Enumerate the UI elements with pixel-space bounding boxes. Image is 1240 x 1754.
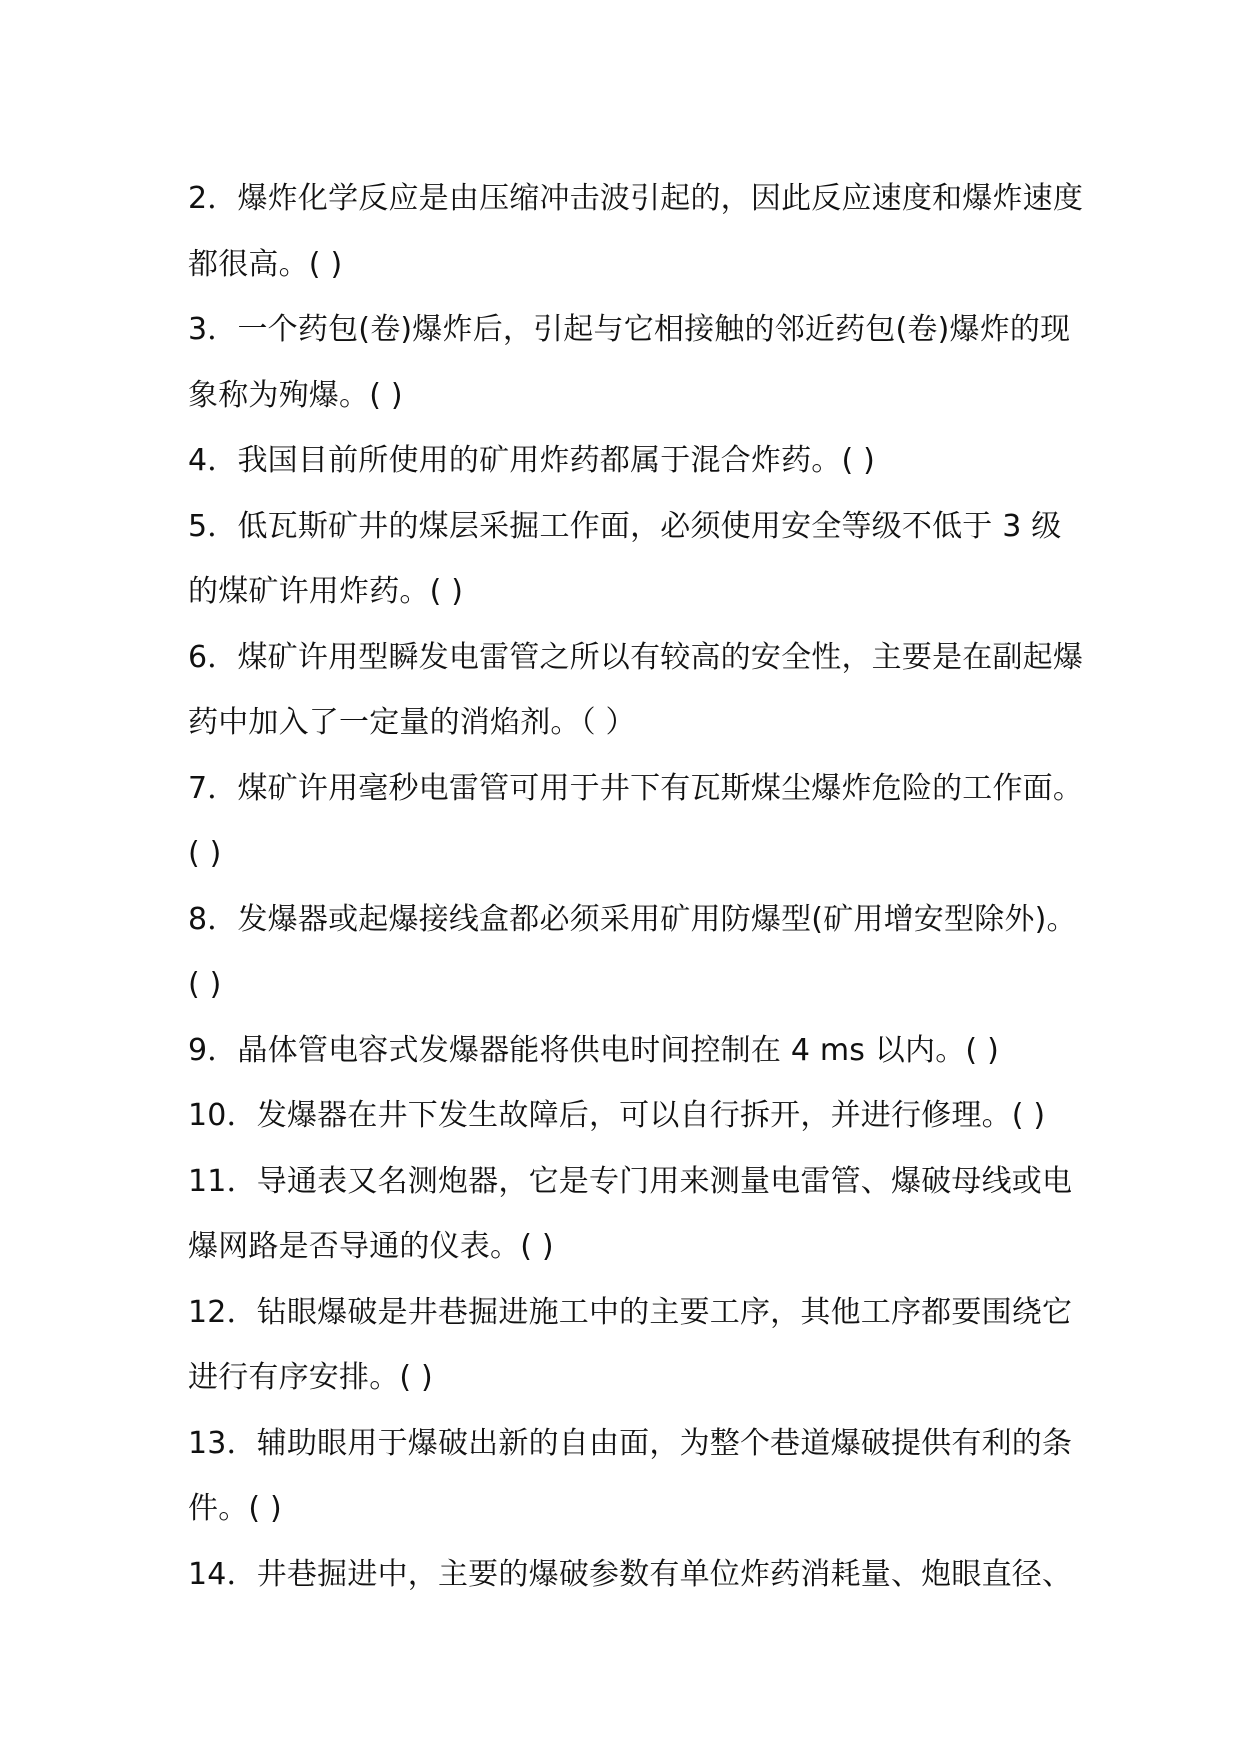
text-line: 的煤矿许用炸药。( ) bbox=[188, 574, 464, 609]
question-text-body bbox=[188, 166, 1084, 1607]
text-line: 爆网路是否导通的仪表。( ) bbox=[188, 1229, 554, 1264]
text-line: 2．爆炸化学反应是由压缩冲击波引起的，因此反应速度和爆炸速度 bbox=[188, 181, 1084, 216]
text-line: 药中加入了一定量的消焰剂。（ ） bbox=[188, 705, 636, 740]
text-line: 9．晶体管电容式发爆器能将供电时间控制在 4 ms 以内。( ) bbox=[188, 1032, 999, 1068]
text-line: 象称为殉爆。( ) bbox=[188, 377, 403, 413]
text-line: ( ) bbox=[188, 836, 222, 871]
text-line: 13．辅助眼用于爆破出新的自由面，为整个巷道爆破提供有利的条 bbox=[188, 1425, 1073, 1461]
text-line: 5．低瓦斯矿井的煤层采掘工作面，必须使用安全等级不低于 3 级 bbox=[188, 508, 1062, 544]
text-line: 11．导通表又名测炮器，它是专门用来测量电雷管、爆破母线或电 bbox=[188, 1163, 1073, 1199]
text-line: 7．煤矿许用毫秒电雷管可用于井下有瓦斯煤尘爆炸危险的工作面。 bbox=[188, 770, 1084, 806]
text-line: 进行有序安排。( ) bbox=[188, 1360, 433, 1395]
text-line: 14．井巷掘进中，主要的爆破参数有单位炸药消耗量、炮眼直径、 bbox=[188, 1556, 1073, 1592]
text-line: 10．发爆器在井下发生故障后，可以自行拆开，并进行修理。( ) bbox=[188, 1098, 1046, 1133]
text-line: 4．我国目前所使用的矿用炸药都属于混合炸药。( ) bbox=[188, 443, 876, 478]
text-line: 12．钻眼爆破是井巷掘进施工中的主要工序，其他工序都要围绕它 bbox=[188, 1294, 1073, 1330]
text-line: ( ) bbox=[188, 967, 222, 1002]
text-line: 件。( ) bbox=[188, 1491, 282, 1526]
text-line: 都很高。( ) bbox=[188, 246, 343, 282]
text-line: 8．发爆器或起爆接线盒都必须采用矿用防爆型(矿用增安型除外)。 bbox=[188, 901, 1077, 937]
text-line: 3．一个药包(卷)爆炸后，引起与它相接触的邻近药包(卷)爆炸的现 bbox=[188, 312, 1071, 347]
text-line: 6．煤矿许用型瞬发电雷管之所以有较高的安全性，主要是在副起爆 bbox=[188, 639, 1084, 675]
